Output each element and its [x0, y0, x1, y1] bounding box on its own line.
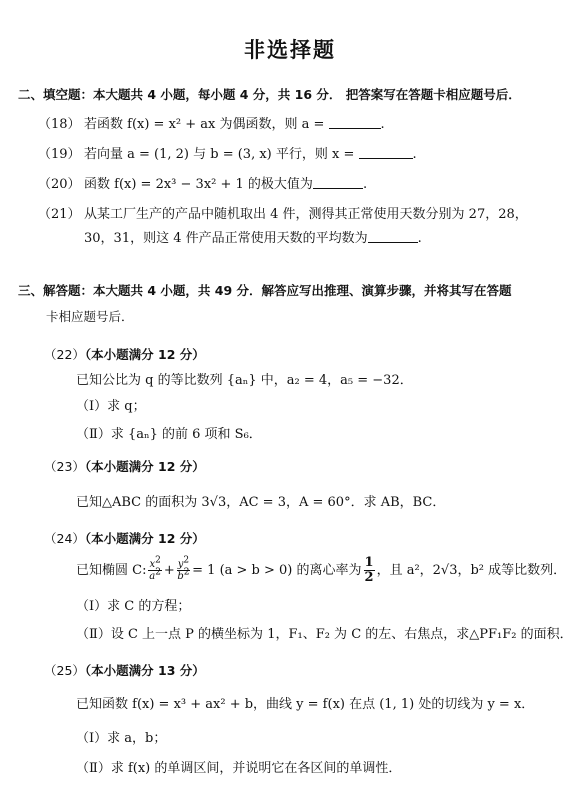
- question-number: （25）: [44, 663, 85, 678]
- question-22-part-2: （Ⅱ）求 {aₙ} 的前 6 项和 S₆．: [76, 427, 262, 442]
- answer-blank[interactable]: [313, 176, 363, 189]
- eccentricity-fraction: $\frac{1}{2}$: [364, 555, 374, 585]
- question-20: （20） 函数 f(x) = 2x³ − 3x² + 1 的极大值为 .: [38, 177, 368, 192]
- ellipse-term-y: $\frac{y^2}{b^2}$: [177, 555, 190, 582]
- question-24-body: 已知椭圆 C: $\frac{x^2}{a^2}$ + $\frac{y^2}{b^2}$ = 1 (a > b > 0) 的离心率为 $\frac{1}{2}$ ，且 a²，2√3，b² 成等比数列．: [76, 555, 567, 585]
- question-number: （20）: [38, 177, 81, 192]
- question-text: 函数 f(x) = 2x³ − 3x² + 1 的极大值为: [84, 177, 313, 192]
- answer-blank[interactable]: [329, 116, 381, 129]
- question-number: （18）: [38, 117, 81, 132]
- question-21-continued: 30，31，则这 4 件产品正常使用天数的平均数为 .: [84, 231, 422, 246]
- answer-blank[interactable]: [368, 230, 418, 243]
- question-22-body: 已知公比为 q 的等比数列 {aₙ} 中，a₂ = 4，a₅ = −32．: [76, 373, 413, 388]
- question-text: 30，31，则这 4 件产品正常使用天数的平均数为: [84, 231, 368, 246]
- question-24-part-2: （Ⅱ）设 C 上一点 P 的横坐标为 1，F₁、F₂ 为 C 的左、右焦点，求△PF₁F₂ 的面积．: [76, 627, 573, 642]
- question-22-part-1: （Ⅰ）求 q；: [76, 399, 146, 414]
- question-22-header: [44, 346, 205, 364]
- question-19: （19） 若向量 a = (1, 2) 与 b = (3, x) 平行，则 x = .: [38, 147, 417, 162]
- question-points: （本小题满分 12 分）: [84, 459, 205, 474]
- question-23-header: [44, 458, 205, 476]
- question-24-header: [44, 530, 205, 548]
- section-3-heading: 三、解答题：本大题共 4 小题，共 49 分．解答应写出推理、演算步骤，并将其写在答题: [18, 283, 512, 298]
- question-24-part-1: （Ⅰ）求 C 的方程；: [76, 599, 191, 614]
- section-2-heading: 二、填空题：本大题共 4 小题，每小题 4 分，共 16 分． 把答案写在答题卡相应题号后．: [18, 87, 521, 102]
- question-number: （21）: [38, 207, 81, 222]
- question-number: （22）: [44, 347, 85, 362]
- question-23-body: 已知△ABC 的面积为 3√3，AC = 3，A = 60°．求 AB，BC．: [76, 495, 446, 510]
- question-25-body: 已知函数 f(x) = x³ + ax² + b，曲线 y = f(x) 在点 (1, 1) 处的切线为 y = x．: [76, 697, 535, 712]
- question-25-header: [44, 662, 205, 680]
- question-text: 若函数 f(x) = x² + ax 为偶函数，则 a =: [84, 117, 325, 132]
- question-text: 已知椭圆 C:: [76, 563, 147, 578]
- question-25-part-1: （Ⅰ）求 a，b；: [76, 731, 167, 746]
- question-number: （19）: [38, 147, 81, 162]
- answer-blank[interactable]: [359, 146, 413, 159]
- question-text: 若向量 a = (1, 2) 与 b = (3, x) 平行，则 x =: [84, 147, 355, 162]
- question-text: 从某工厂生产的产品中随机取出 4 件，测得其正常使用天数分别为 27，28，: [84, 207, 528, 222]
- question-points: （本小题满分 12 分）: [84, 531, 205, 546]
- section-3-heading-continued: 卡相应题号后．: [46, 309, 134, 324]
- question-18: （18） 若函数 f(x) = x² + ax 为偶函数，则 a = .: [38, 117, 385, 132]
- page-title: 非选择题: [244, 38, 336, 62]
- question-number: （24）: [44, 531, 85, 546]
- question-text: = 1 (a > b > 0) 的离心率为: [192, 563, 362, 578]
- ellipse-term-x: $\frac{x^2}{a^2}$: [149, 555, 161, 582]
- question-text: ，且 a²，2√3，b² 成等比数列．: [376, 563, 567, 578]
- question-points: （本小题满分 13 分）: [84, 663, 205, 678]
- question-25-part-2: （Ⅱ）求 f(x) 的单调区间，并说明它在各区间的单调性．: [76, 761, 402, 776]
- question-21: [38, 206, 528, 224]
- question-number: （23）: [44, 459, 85, 474]
- question-points: （本小题满分 12 分）: [84, 347, 205, 362]
